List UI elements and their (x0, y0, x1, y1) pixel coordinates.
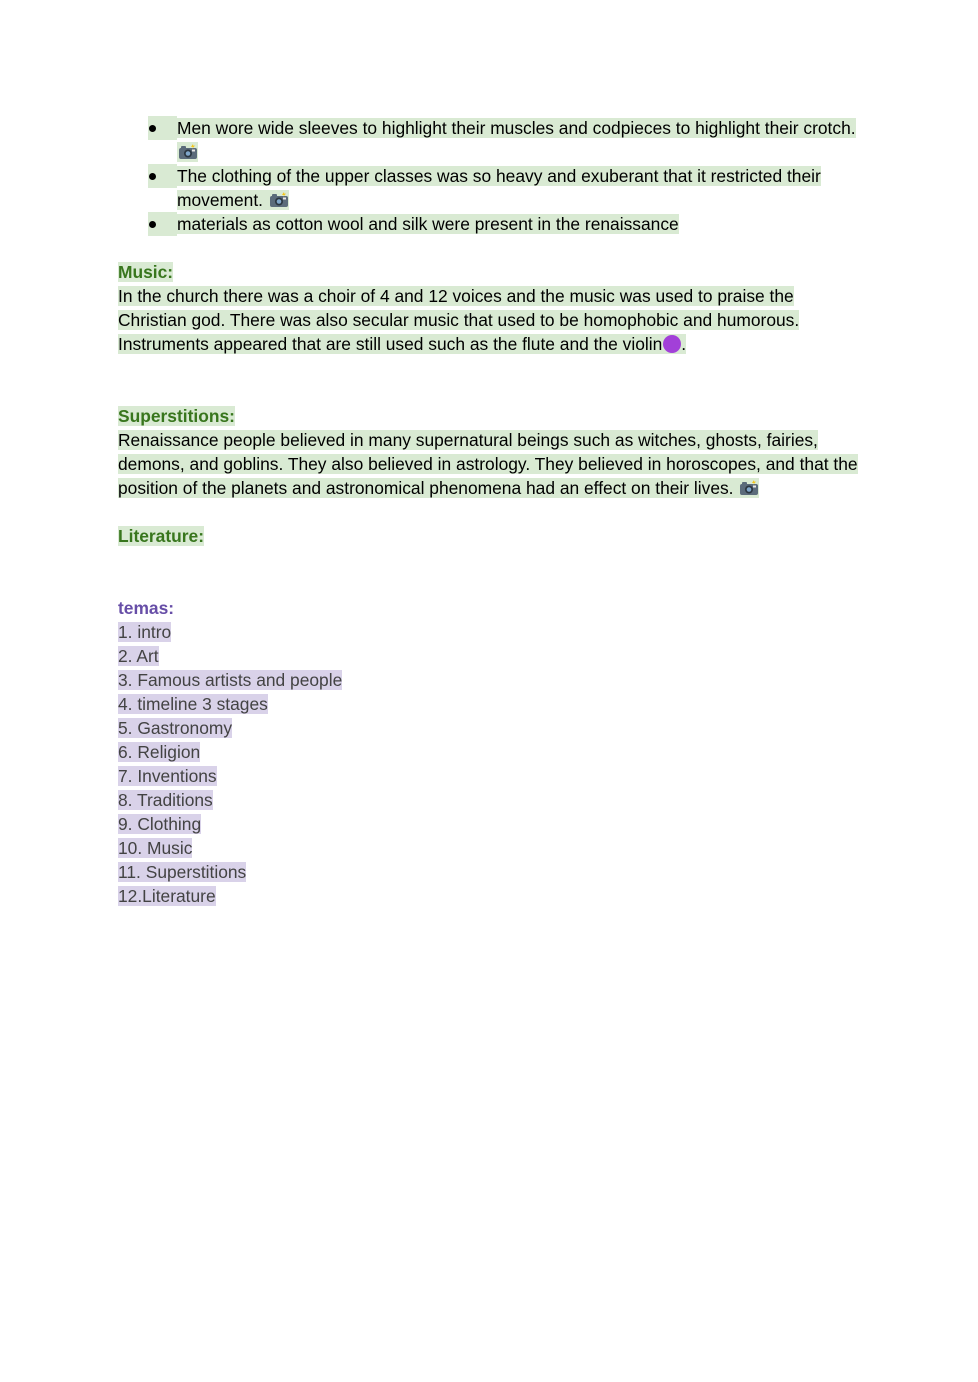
camera-with-flash-icon (269, 192, 289, 208)
list-item: 5. Gastronomy (118, 718, 233, 738)
purple-circle-icon (663, 335, 681, 353)
list-item (118, 164, 863, 212)
music-section (118, 260, 863, 356)
temas-section (118, 596, 863, 908)
clothing-bullet-list (118, 116, 863, 236)
music-paragraph-end: . (681, 334, 687, 354)
list-item: 11. Superstitions (118, 862, 247, 882)
list-item: 9. Clothing (118, 814, 202, 834)
list-item: 2. Art (118, 646, 159, 666)
bullet-text: Men wore wide sleeves to highlight their muscles and codpieces to highlight their crotch. (177, 118, 856, 138)
camera-with-flash-icon (178, 144, 198, 160)
list-item: 12.Literature (118, 886, 216, 906)
superstitions-paragraph: Renaissance people believed in many supernatural beings such as witches, ghosts, fairies, demons, and goblins. They also believed in astrology. They believed in horoscopes, and that the position of the planets and astronomical phenomena had an effect on their lives. (118, 430, 858, 498)
bullet-text: materials as cotton wool and silk were present in the renaissance (177, 214, 679, 234)
superstitions-section (118, 404, 863, 500)
list-item: 7. Inventions (118, 766, 217, 786)
list-item: 8. Traditions (118, 790, 213, 810)
superstitions-heading: Superstitions: (118, 406, 235, 426)
list-item: 4. timeline 3 stages (118, 694, 268, 714)
music-heading: Music: (118, 262, 174, 282)
list-item: 3. Famous artists and people (118, 670, 343, 690)
list-item: 10. Music (118, 838, 193, 858)
bullet-marker (148, 164, 177, 188)
temas-list (118, 620, 863, 908)
temas-heading: temas: (118, 598, 175, 618)
literature-heading: Literature: (118, 526, 205, 546)
list-item (118, 212, 863, 236)
list-item (118, 116, 863, 164)
literature-section (118, 524, 863, 548)
camera-with-flash-icon (739, 480, 759, 496)
bullet-text: The clothing of the upper classes was so heavy and exuberant that it restricted their movement. (177, 166, 821, 210)
document-page (118, 116, 863, 908)
list-item: 6. Religion (118, 742, 201, 762)
music-paragraph: In the church there was a choir of 4 and 12 voices and the music was used to praise the Christian god. There was also secular music that used to be homophobic and humorous. Instruments appeared that are still used such as the flute and the violin (118, 286, 800, 354)
bullet-marker (148, 212, 177, 236)
list-item: 1. intro (118, 622, 172, 642)
bullet-marker (148, 116, 177, 140)
